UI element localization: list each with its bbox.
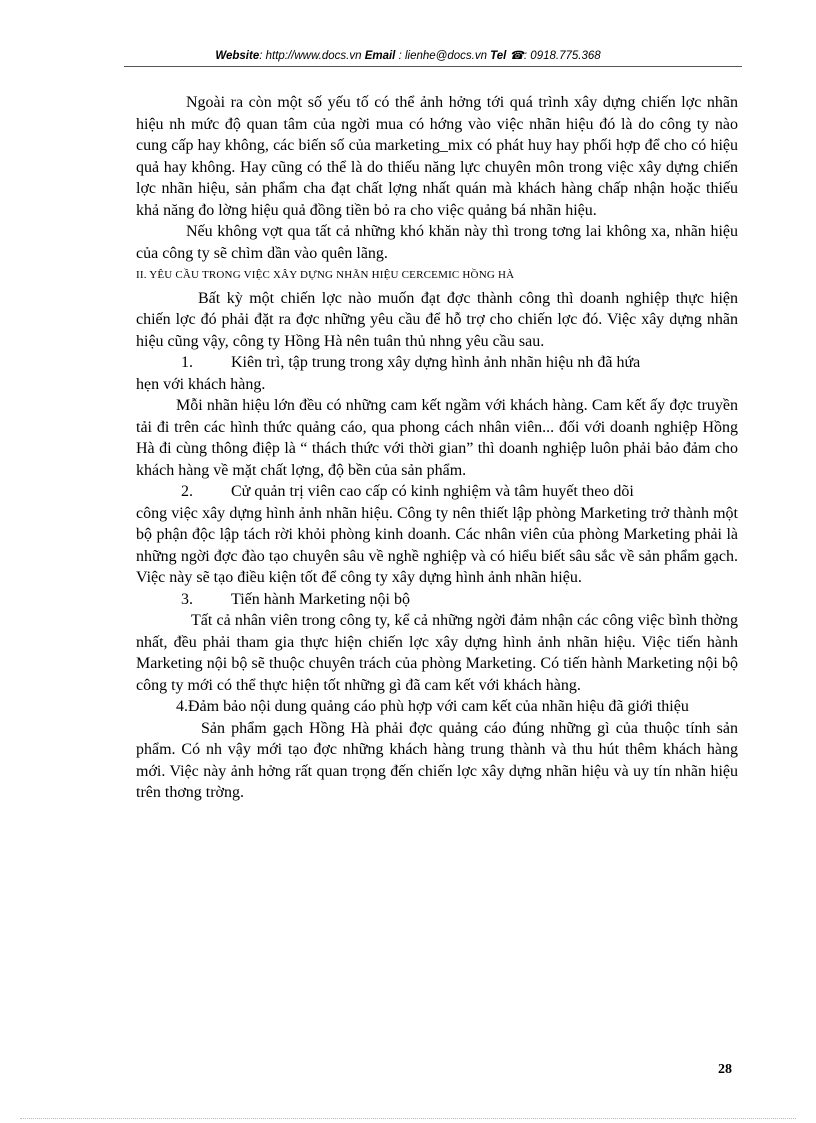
paragraph: Sản phẩm gạch Hồng Hà phải đợc quảng cáo đúng những gì của thuộc tính sản phẩm. Có nh vậy mới tạo đợc những khách hàng trung thành và thu hút thêm khách hàng mới. Việc này ảnh hởng rất quan trọng đến chiến lợc xây dựng nhãn hiệu và uy tín nhãn hiệu trên thơng trờng. [136,719,738,801]
list-item-number: 2. [181,483,193,500]
paragraph: Ngoài ra còn một số yếu tố có thể ảnh hởng tới quá trình xây dựng chiến lợc nhãn hiệu nh mức độ quan tâm của ngời mua có hớng vào việc nhãn hiệu đó là do công ty nào cung cấp hay không, các biến số của marketing_mix có phát huy hay phối hợp để cho có hiệu quả hay không. Hay cũng có thể là do thiếu năng lực chuyên môn trong việc xây dựng chiến lợc nhãn hiệu, sản phẩm cha đạt chất lợng nhất quán mà khách hàng chấp nhận hoặc thiếu khả năng đo lờng hiệu quả đồng tiền bỏ ra cho việc quảng bá nhãn hiệu. [136,94,738,219]
header-divider [124,66,742,67]
list-item-continuation: hẹn với khách hàng. [136,375,266,393]
list-item-heading: 4.Đảm bảo nội dung quảng cáo phù hợp với cam kết của nhãn hiệu đã giới thiệu [176,698,689,715]
email-label: Email [364,50,396,62]
list-item-text: Tiến hành Marketing nội bộ [231,590,410,608]
document-body [136,92,738,804]
list-item-number: 3. [181,590,193,608]
list-item-continuation: công việc xây dựng hình ảnh nhãn hiệu. Công ty nên thiết lập phòng Marketing trở thành một bộ phận độc lập tách rời khỏi phòng kinh doanh. Các nhân viên của phòng Marketing phải là những ngời đợc đào tạo chuyên sâu về nghề nghiệp và có hiểu biết sâu sắc về sản phẩm gạch. Việc này sẽ tạo điều kiện tốt để công ty xây dựng hình ảnh nhãn hiệu. [136,504,738,586]
page-number: 28 [718,1062,732,1077]
website-label: Website [215,50,260,62]
section-heading: II. YÊU CẦU TRONG VIỆC XÂY DỰNG NHÃN HIỆU CERCEMIC HỒNG HÀ [136,269,515,281]
paragraph: Bất kỳ một chiến lợc nào muốn đạt đợc thành công thì doanh nghiệp thực hiện chiến lợc đó phải đặt ra đợc những yêu cầu để hỗ trợ cho chiến lợc đó. Việc xây dựng nhãn hiệu cũng vậy, công ty Hồng Hà nên tuân thủ nhng yêu cầu sau. [136,289,738,350]
tel-label: Tel [490,50,507,62]
page-header [0,48,816,62]
phone-icon: ☎ [509,50,524,62]
list-item [136,352,738,374]
paragraph: Nếu không vợt qua tất cả những khó khăn này thì trong tơng lai không xa, nhãn hiệu của công ty sẽ chìm dần vào quên lãng. [136,223,738,262]
website-value: : http://www.docs.vn [259,50,362,62]
list-item-text: Kiên trì, tập trung trong xây dựng hình ảnh nhãn hiệu nh đã hứa [231,354,641,371]
paragraph: Mỗi nhãn hiệu lớn đều có những cam kết ngầm với khách hàng. Cam kết ấy đợc truyền tải đi trên các hình thức quảng cáo, qua phong cách nhân viên... đối với doanh nghiệp Hồng Hà đi cùng thông điệp là “ thách thức với thời gian” thì doanh nghiệp luôn phải bảo đảm cho khách hàng về mặt chất lợng, độ bền của sản phẩm. [136,397,738,479]
list-item-text: Cử quản trị viên cao cấp có kinh nghiệm và tâm huyết theo dõi [231,483,634,500]
paragraph: Tất cả nhân viên trong công ty, kể cả những ngời đảm nhận các công việc bình thờng nhất, đều phải tham gia thực hiện chiến lợc xây dựng hình ảnh nhãn hiệu. Việc tiến hành Marketing nội bộ sẽ thuộc chuyên trách của phòng Marketing. Có tiến hành Marketing nội bộ công ty mới có thể thực hiện tốt những gì đã cam kết với khách hàng. [136,612,738,694]
list-item [136,589,738,611]
list-item-number: 1. [181,354,193,371]
email-value: : lienhe@docs.vn [398,50,487,62]
footer-dotted-line [20,1118,796,1119]
tel-value: : 0918.775.368 [523,50,601,62]
list-item [136,481,738,503]
